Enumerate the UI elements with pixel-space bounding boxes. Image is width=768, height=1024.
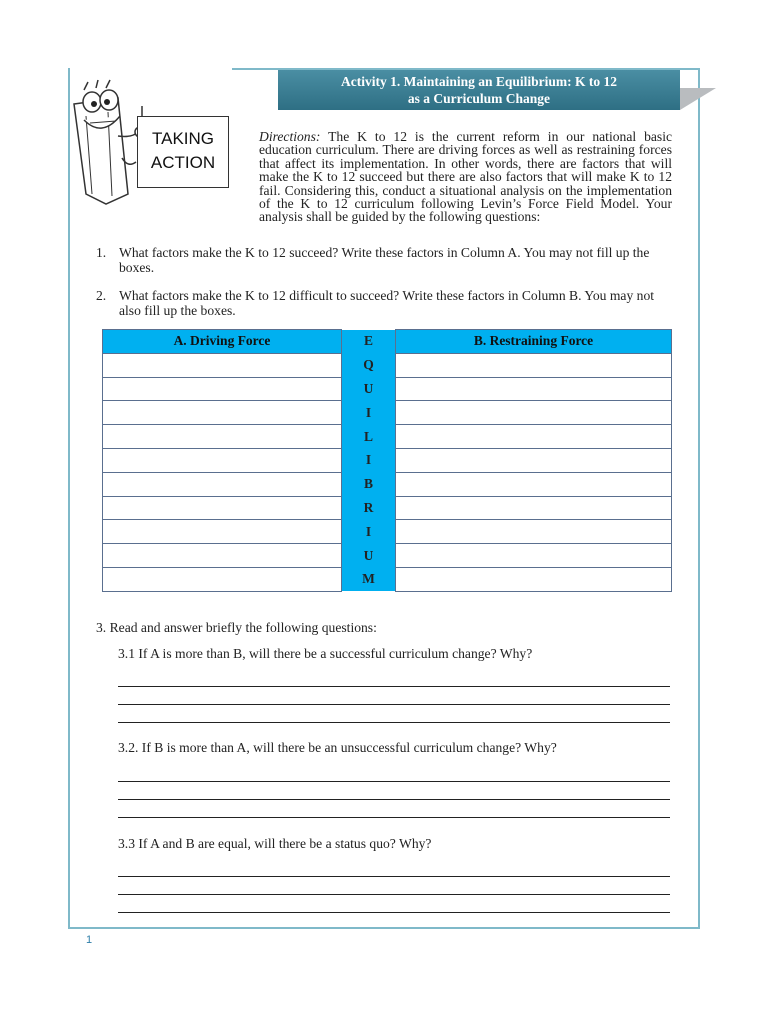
table-row xyxy=(103,520,672,544)
restraining-force-cell[interactable] xyxy=(396,567,672,591)
restraining-force-cell[interactable] xyxy=(396,544,672,568)
equilibrium-letter: B xyxy=(342,472,396,496)
table-row xyxy=(103,401,672,425)
restraining-force-cell[interactable] xyxy=(396,353,672,377)
restraining-force-cell[interactable] xyxy=(396,377,672,401)
table-row xyxy=(103,448,672,472)
driving-force-cell[interactable] xyxy=(103,520,342,544)
activity-title-line1: Activity 1. Maintaining an Equilibrium: K to 12 xyxy=(340,74,618,89)
question-3-1: 3.1 If A is more than B, will there be a successful curriculum change? Why? xyxy=(118,646,533,661)
activity-title-line2: as a Curriculum Change xyxy=(407,91,551,106)
restraining-force-cell[interactable] xyxy=(396,496,672,520)
table-row xyxy=(103,472,672,496)
taking-action-sign xyxy=(137,116,229,188)
driving-force-cell[interactable] xyxy=(103,567,342,591)
answer-line[interactable] xyxy=(118,912,670,913)
equilibrium-letter: I xyxy=(342,520,396,544)
answer-line[interactable] xyxy=(118,894,670,895)
equilibrium-letter: R xyxy=(342,496,396,520)
driving-force-cell[interactable] xyxy=(103,353,342,377)
answer-line[interactable] xyxy=(118,704,670,705)
table-header-row xyxy=(103,330,672,354)
driving-force-cell[interactable] xyxy=(103,425,342,449)
answer-line[interactable] xyxy=(118,686,670,687)
question-text: What factors make the K to 12 succeed? Write these factors in Column A. You may not fill up the boxes. xyxy=(119,245,650,275)
answer-line[interactable] xyxy=(118,817,670,818)
force-field-table xyxy=(102,329,672,592)
question-3-3: 3.3 If A and B are equal, will there be a status quo? Why? xyxy=(118,836,432,851)
restraining-force-cell[interactable] xyxy=(396,425,672,449)
section-3-intro: 3. Read and answer briefly the following questions: xyxy=(96,620,377,635)
page-border-bottom xyxy=(68,927,700,929)
driving-force-cell[interactable] xyxy=(103,472,342,496)
directions-paragraph xyxy=(259,130,672,224)
banner-fold-shadow xyxy=(680,88,716,110)
column-b-header: B. Restraining Force xyxy=(396,330,672,354)
question-text: What factors make the K to 12 difficult to succeed? Write these factors in Column B. You may not also fill up the boxes. xyxy=(119,288,655,318)
table-row xyxy=(103,567,672,591)
answer-line[interactable] xyxy=(118,722,670,723)
driving-force-cell[interactable] xyxy=(103,401,342,425)
equilibrium-letter: U xyxy=(342,544,396,568)
driving-force-cell[interactable] xyxy=(103,448,342,472)
table-row xyxy=(103,425,672,449)
answer-line[interactable] xyxy=(118,799,670,800)
answer-line[interactable] xyxy=(118,781,670,782)
sign-line2: ACTION xyxy=(150,153,216,172)
driving-force-cell[interactable] xyxy=(103,377,342,401)
table-row xyxy=(103,377,672,401)
equilibrium-letter: L xyxy=(342,425,396,449)
column-a-header: A. Driving Force xyxy=(103,330,342,354)
activity-title-banner xyxy=(278,70,680,110)
equilibrium-letter: U xyxy=(342,377,396,401)
sign-line1: TAKING xyxy=(151,129,215,148)
question-1 xyxy=(96,246,672,275)
driving-force-cell[interactable] xyxy=(103,496,342,520)
restraining-force-cell[interactable] xyxy=(396,401,672,425)
directions-body: The K to 12 is the current reform in our national basic education curriculum. There are driving forces as well as restraining forces that affect its implementation. In other words, there are factors that will make the K to 12 succeed but there are also factors that will make K to 12 fail. Considering this, conduct a situational analysis on the implementation of the K to 12 curriculum following Levin’s Force Field Model. Your analysis shall be guided by the following questions: xyxy=(259,129,672,225)
equilibrium-letter: I xyxy=(342,448,396,472)
equilibrium-letter: M xyxy=(342,567,396,591)
question-number: 2. xyxy=(96,288,107,303)
restraining-force-cell[interactable] xyxy=(396,448,672,472)
driving-force-cell[interactable] xyxy=(103,544,342,568)
answer-line[interactable] xyxy=(118,876,670,877)
page-border-right xyxy=(698,68,700,928)
page-number: 1 xyxy=(86,934,93,946)
table-row xyxy=(103,353,672,377)
restraining-force-cell[interactable] xyxy=(396,472,672,496)
restraining-force-cell[interactable] xyxy=(396,520,672,544)
question-number: 1. xyxy=(96,245,107,260)
equilibrium-letter: E xyxy=(342,330,396,354)
equilibrium-letter: I xyxy=(342,401,396,425)
table-row xyxy=(103,544,672,568)
question-3-2: 3.2. If B is more than A, will there be an unsuccessful curriculum change? Why? xyxy=(118,740,557,755)
table-row xyxy=(103,496,672,520)
directions-label: Directions: xyxy=(259,129,321,144)
equilibrium-letter: Q xyxy=(342,353,396,377)
question-2 xyxy=(96,289,672,318)
